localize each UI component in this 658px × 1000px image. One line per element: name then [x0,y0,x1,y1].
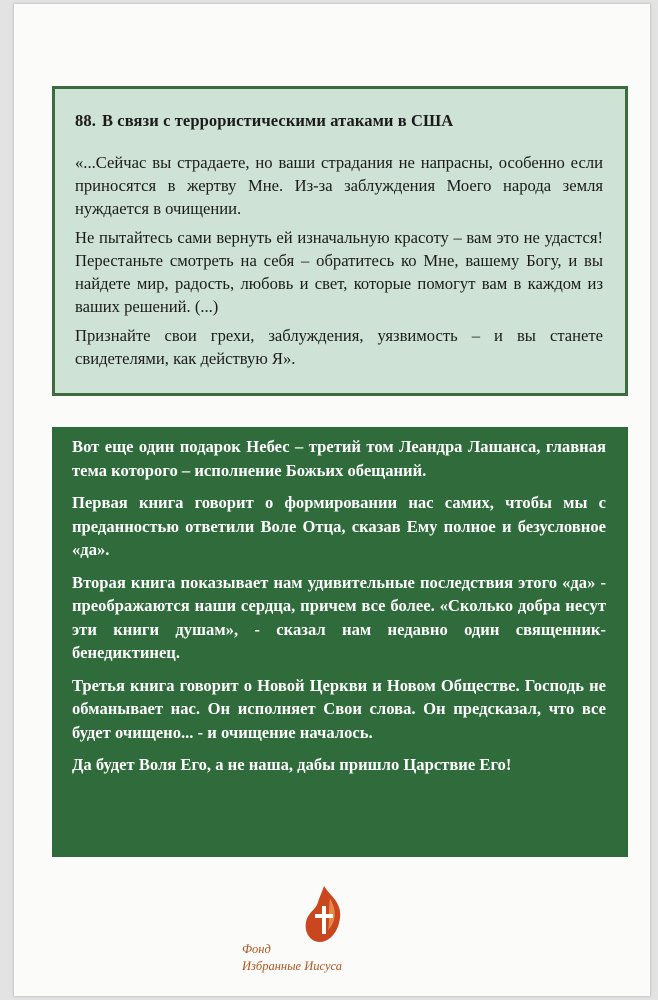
quote-title-text: В связи с террористическими атаками в США [101,111,454,130]
description-paragraph: Третья книга говорит о Новой Церкви и Новом Обществе. Господь не обманывает нас. Он исполняет Свои слова. Он предсказал, что все будет очищено... - и очищение началось. [72,675,606,742]
quote-title [75,111,603,131]
publisher-line1: Фонд [242,942,271,956]
description-paragraph: Вот еще один подарок Небес – третий том Леандра Лашанса, главная тема которого – исполнение Божьих обещаний. [72,437,606,480]
description-paragraph: Первая книга говорит о формировании нас самих, чтобы мы с преданностью ответили Воле Отца, сказав Ему полное и безусловное «да». [72,493,606,559]
description-paragraph: Вторая книга показывает нам удивительные последствия этого «да» - преображаются наши сердца, причем все более. «Сколько добра несут эти книги душам», - сказал нам недавно один священник-бенедиктинец. [72,572,606,662]
quote-number: 88. [75,111,96,130]
description-paragraph: Да будет Воля Его, а не наша, дабы пришло Царствие Его! [72,755,512,774]
quote-box [52,86,628,396]
quote-paragraph: Признайте свои грехи, заблуждения, уязвимость – и вы станете свидетелями, как действую Я». [75,326,603,368]
publisher-line2: Избранные Иисуса [242,959,342,973]
quote-paragraph: «...Сейчас вы страдаете, но ваши страдания не напрасны, особенно если приносятся в жертву Мне. Из-за заблуждения Моего народа земля нуждается в очищении. [75,153,603,218]
quote-paragraph: Не пытайтесь сами вернуть ей изначальную красоту – вам это не удастся! Перестаньте смотреть на себя – обратитесь ко Мне, вашему Богу, и вы найдете мир, радость, любовь и свет, которые помогут вам в каждом из ваших решений. (...) [75,228,603,316]
description-box [52,427,628,857]
flame-cross-icon [300,884,348,944]
publisher-logo [238,884,388,974]
